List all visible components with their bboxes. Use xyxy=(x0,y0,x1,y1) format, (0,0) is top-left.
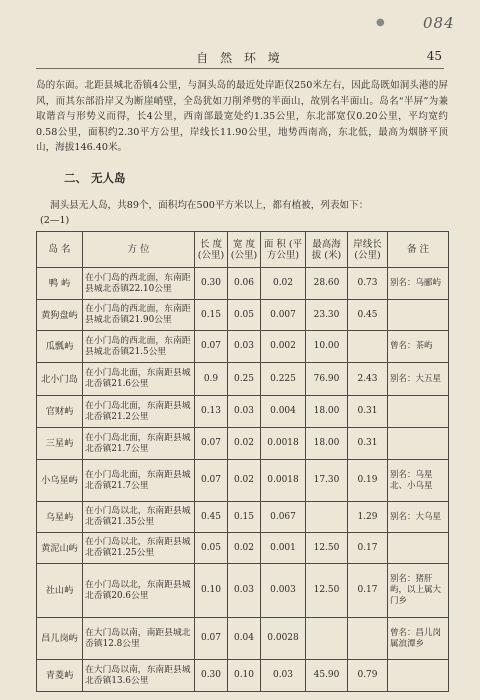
cell-note: 曾名：茶屿 xyxy=(388,331,449,363)
page-number: 45 xyxy=(426,49,442,63)
cell-area: 0.007 xyxy=(261,300,306,331)
cell-area: 0.225 xyxy=(261,363,306,396)
cell-area: 0.0018 xyxy=(261,460,306,502)
running-header xyxy=(36,46,444,69)
cell-width: 0.02 xyxy=(228,533,261,564)
cell-name: 青菱屿 xyxy=(37,660,83,692)
cell-width: 0.25 xyxy=(228,363,261,396)
cell-width: 0.04 xyxy=(228,618,261,660)
cell-shoreline: 0.17 xyxy=(348,533,388,564)
table-row xyxy=(37,331,449,363)
cell-location: 在小门岛以北，东南距县城北岙镇20.6公里 xyxy=(83,564,195,618)
cell-name: 小乌星屿 xyxy=(37,460,83,502)
cell-width: 0.03 xyxy=(228,331,261,363)
table-number: (2—1) xyxy=(40,215,70,226)
table-row xyxy=(37,428,449,460)
header-length: 长 度 (公里) xyxy=(195,232,228,268)
table-row xyxy=(37,618,449,660)
cell-area: 0.02 xyxy=(261,268,306,300)
header-note: 备 注 xyxy=(388,232,449,268)
cell-area: 0.003 xyxy=(261,564,306,618)
cell-note xyxy=(388,396,449,428)
table-row xyxy=(37,268,449,300)
cell-elevation: 76.90 xyxy=(306,363,348,396)
cell-name: 乌星屿 xyxy=(37,502,83,533)
cell-note: 别名：大乌星 xyxy=(388,502,449,533)
cell-elevation xyxy=(306,618,348,660)
cell-width: 0.03 xyxy=(228,564,261,618)
cell-shoreline: 0.31 xyxy=(348,396,388,428)
cell-area: 0.004 xyxy=(261,396,306,428)
cell-length: 0.07 xyxy=(195,331,228,363)
cell-shoreline xyxy=(348,618,388,660)
uninhabited-islands-table xyxy=(36,231,449,692)
cell-name: 昌儿岗屿 xyxy=(37,618,83,660)
cell-length: 0.05 xyxy=(195,533,228,564)
handwritten-page-number: 084 xyxy=(423,14,455,32)
cell-elevation: 45.90 xyxy=(306,660,348,692)
cell-length: 0.45 xyxy=(195,502,228,533)
cell-elevation: 17.30 xyxy=(306,460,348,502)
cell-location: 在大门岛以南，南距县城北岙镇12.8公里 xyxy=(83,618,195,660)
cell-name: 北小门岛 xyxy=(37,363,83,396)
cell-note: 别名：乌星北、小乌星 xyxy=(388,460,449,502)
cell-name: 社山屿 xyxy=(37,564,83,618)
cell-note: 别名：乌郦屿 xyxy=(388,268,449,300)
header-location: 方 位 xyxy=(83,232,195,268)
cell-length: 0.30 xyxy=(195,268,228,300)
table-row xyxy=(37,460,449,502)
cell-area: 0.0028 xyxy=(261,618,306,660)
cell-width: 0.02 xyxy=(228,460,261,502)
cell-area: 0.03 xyxy=(261,660,306,692)
cell-elevation: 23.30 xyxy=(306,300,348,331)
cell-shoreline: 0.45 xyxy=(348,300,388,331)
cell-note: 曾名：昌儿岗属浪潭乡 xyxy=(388,618,449,660)
cell-shoreline: 0.19 xyxy=(348,460,388,502)
cell-name: 官财屿 xyxy=(37,396,83,428)
table-header-row xyxy=(37,232,449,268)
cell-width: 0.10 xyxy=(228,660,261,692)
header-title: 自 然 环 境 xyxy=(196,51,284,65)
cell-elevation: 28.60 xyxy=(306,268,348,300)
bullet-mark: ● xyxy=(376,17,385,28)
cell-length: 0.10 xyxy=(195,564,228,618)
cell-name: 三星屿 xyxy=(37,428,83,460)
cell-location: 在小门岛北面，东南距县城北岙镇21.7公里 xyxy=(83,428,195,460)
cell-shoreline: 0.79 xyxy=(348,660,388,692)
section-heading: 二、 无人岛 xyxy=(64,171,126,185)
cell-note: 别名：猪肝屿，以上属大门乡 xyxy=(388,564,449,618)
cell-name: 黄泥山屿 xyxy=(37,533,83,564)
cell-elevation xyxy=(306,502,348,533)
cell-length: 0.13 xyxy=(195,396,228,428)
cell-width: 0.06 xyxy=(228,268,261,300)
header-width: 宽 度 (公里) xyxy=(228,232,261,268)
cell-length: 0.07 xyxy=(195,618,228,660)
cell-shoreline: 0.17 xyxy=(348,564,388,618)
cell-length: 0.15 xyxy=(195,300,228,331)
cell-shoreline: 0.31 xyxy=(348,428,388,460)
cell-note xyxy=(388,533,449,564)
header-area: 面 积 (平方公里) xyxy=(261,232,306,268)
cell-area: 0.002 xyxy=(261,331,306,363)
cell-width: 0.05 xyxy=(228,300,261,331)
table-row xyxy=(37,502,449,533)
cell-note xyxy=(388,660,449,692)
cell-location: 在小门岛北面，东南距县城北岙镇21.6公里 xyxy=(83,363,195,396)
cell-elevation: 10.00 xyxy=(306,331,348,363)
header-name: 岛 名 xyxy=(37,232,83,268)
cell-length: 0.07 xyxy=(195,428,228,460)
table-row xyxy=(37,300,449,331)
header-shoreline: 岸线长 (公里) xyxy=(348,232,388,268)
cell-note xyxy=(388,428,449,460)
cell-note: 别名：大五星 xyxy=(388,363,449,396)
cell-location: 在小门岛以北，东南距县城北岙镇21.25公里 xyxy=(83,533,195,564)
table-row xyxy=(37,363,449,396)
cell-location: 在小门岛以北，东南距县城北岙镇21.35公里 xyxy=(83,502,195,533)
body-paragraph: 岛的东面。北距县城北岙镇4公里，与洞头岛的最近处岸距仅250米左右，因此岛既如洞头港的屏风，而其东部沿岸又为断崖峭壁，全岛犹如刀削斧劈的半面山，故别名半面山。岛名“半屏”为兼取谐音与形势义而得，长4公里，西南部最宽处约1.35公里，东北部宽仅0.20公里，平均宽约0.58公里，面积约2.30平方公里，岸线长11.90公里，地势西南高，东北低，最高为烟脐平顶山，海拔146.40米。 xyxy=(36,80,448,153)
cell-elevation: 12.50 xyxy=(306,564,348,618)
cell-length: 0.9 xyxy=(195,363,228,396)
cell-area: 0.067 xyxy=(261,502,306,533)
cell-shoreline xyxy=(348,331,388,363)
cell-location: 在小门岛的西北面，东南距县城北岙镇22.10公里 xyxy=(83,268,195,300)
intro-text: 洞头县无人岛，共89个，面积均在500平方米以上，都有植被，列表如下： xyxy=(50,200,369,211)
cell-length: 0.07 xyxy=(195,460,228,502)
cell-name: 鸭 屿 xyxy=(37,268,83,300)
cell-note xyxy=(388,300,449,331)
cell-width: 0.02 xyxy=(228,428,261,460)
table-row xyxy=(37,533,449,564)
cell-location: 在小门岛的西北面，东南距县城北岙镇21.90公里 xyxy=(83,300,195,331)
table-row xyxy=(37,396,449,428)
cell-length: 0.30 xyxy=(195,660,228,692)
cell-name: 瓜瓢屿 xyxy=(37,331,83,363)
cell-location: 在大门岛以南，东南距县城北岙镇13.6公里 xyxy=(83,660,195,692)
header-elevation: 最高海拔 (米) xyxy=(306,232,348,268)
table-row xyxy=(37,660,449,692)
table-row xyxy=(37,564,449,618)
cell-elevation: 12.50 xyxy=(306,533,348,564)
cell-location: 在小门岛北面，东南距县城北岙镇21.7公里 xyxy=(83,460,195,502)
cell-name: 黄狗盘屿 xyxy=(37,300,83,331)
cell-shoreline: 2.43 xyxy=(348,363,388,396)
cell-shoreline: 1.29 xyxy=(348,502,388,533)
cell-elevation: 18.00 xyxy=(306,428,348,460)
cell-shoreline: 0.73 xyxy=(348,268,388,300)
cell-area: 0.001 xyxy=(261,533,306,564)
cell-location: 在小门岛的西北面，东南距县城北岙镇21.5公里 xyxy=(83,331,195,363)
cell-area: 0.0018 xyxy=(261,428,306,460)
cell-width: 0.15 xyxy=(228,502,261,533)
cell-width: 0.03 xyxy=(228,396,261,428)
cell-location: 在小门岛北面，东南距县城北岙镇21.2公里 xyxy=(83,396,195,428)
cell-elevation: 18.00 xyxy=(306,396,348,428)
